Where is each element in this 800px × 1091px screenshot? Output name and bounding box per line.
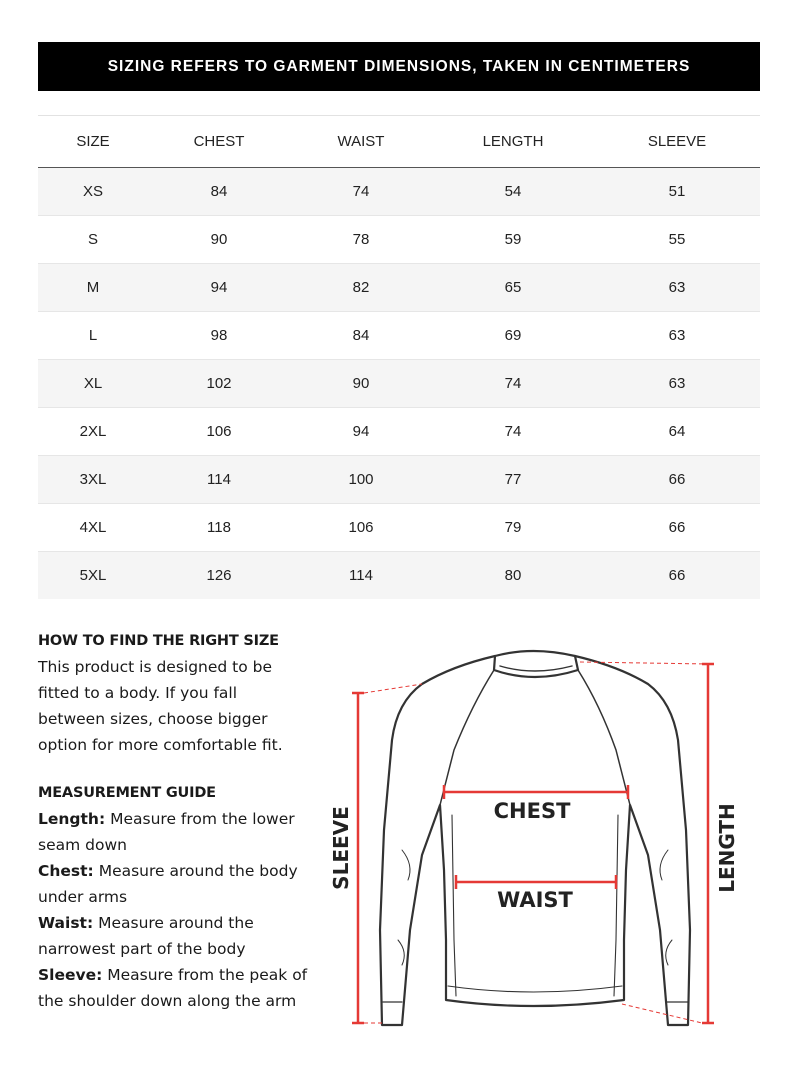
cell-sleeve: 51: [594, 168, 760, 216]
cell-waist: 78: [290, 216, 432, 264]
table-row: [38, 312, 760, 360]
cell-chest: 90: [148, 216, 290, 264]
cell-chest: 102: [148, 360, 290, 408]
cell-waist: 100: [290, 456, 432, 504]
cell-waist: 84: [290, 312, 432, 360]
shirt-illustration: [322, 640, 762, 1040]
cell-size: 2XL: [38, 408, 148, 456]
table-row: [38, 456, 760, 504]
guide-waist: [38, 910, 318, 936]
guide-chest-text: Measure around the body: [93, 862, 298, 880]
cell-size: M: [38, 264, 148, 312]
column-header-size: SIZE: [38, 116, 148, 168]
cell-size: 5XL: [38, 552, 148, 600]
guide-waist-cont: narrowest part of the body: [38, 940, 246, 958]
cell-length: 65: [432, 264, 594, 312]
waist-label: WAIST: [497, 888, 573, 912]
cell-chest: 126: [148, 552, 290, 600]
cell-sleeve: 63: [594, 264, 760, 312]
cell-length: 74: [432, 408, 594, 456]
howto-title: HOW TO FIND THE RIGHT SIZE: [38, 633, 279, 649]
cell-sleeve: 63: [594, 360, 760, 408]
cell-size: XS: [38, 168, 148, 216]
sleeve-label: SLEEVE: [329, 806, 353, 890]
cell-chest: 84: [148, 168, 290, 216]
shirt-outline: [380, 651, 690, 1025]
cell-sleeve: 64: [594, 408, 760, 456]
table-header-row: [38, 116, 760, 168]
guide-length: [38, 806, 318, 832]
cell-chest: 98: [148, 312, 290, 360]
cell-size: L: [38, 312, 148, 360]
guide-chest-cont: under arms: [38, 888, 128, 906]
cell-waist: 106: [290, 504, 432, 552]
column-header-sleeve: SLEEVE: [594, 116, 760, 168]
table-row: [38, 216, 760, 264]
cell-sleeve: 66: [594, 504, 760, 552]
cell-length: 74: [432, 360, 594, 408]
cell-chest: 94: [148, 264, 290, 312]
cell-length: 69: [432, 312, 594, 360]
sizing-guide-text: [38, 628, 318, 1014]
cell-waist: 74: [290, 168, 432, 216]
cell-waist: 114: [290, 552, 432, 600]
howto-line: This product is designed to be: [38, 658, 273, 676]
guide-sleeve-text: Measure from the peak of: [102, 966, 308, 984]
cell-size: 4XL: [38, 504, 148, 552]
guide-sleeve-term: Sleeve:: [38, 966, 103, 984]
table-row: [38, 504, 760, 552]
guide-chest-term: Chest:: [38, 862, 94, 880]
guide-waist-text: Measure around the: [93, 914, 254, 932]
howto-line: option for more comfortable fit.: [38, 736, 283, 754]
size-chart-table: [38, 115, 760, 599]
chest-label: CHEST: [493, 799, 571, 823]
cell-length: 54: [432, 168, 594, 216]
guide-chest: [38, 858, 318, 884]
header-banner: SIZING REFERS TO GARMENT DIMENSIONS, TAKEN IN CENTIMETERS: [38, 42, 760, 91]
howto-line: fitted to a body. If you fall: [38, 684, 238, 702]
cell-sleeve: 66: [594, 552, 760, 600]
cell-size: 3XL: [38, 456, 148, 504]
column-header-waist: WAIST: [290, 116, 432, 168]
cell-length: 59: [432, 216, 594, 264]
howto-line: between sizes, choose bigger: [38, 710, 268, 728]
cell-length: 79: [432, 504, 594, 552]
cell-chest: 114: [148, 456, 290, 504]
cell-size: XL: [38, 360, 148, 408]
table-row: [38, 264, 760, 312]
table-row: [38, 552, 760, 600]
guide-length-term: Length:: [38, 810, 106, 828]
cell-sleeve: 63: [594, 312, 760, 360]
guide-sleeve: [38, 962, 318, 988]
cell-size: S: [38, 216, 148, 264]
cell-length: 77: [432, 456, 594, 504]
cell-waist: 82: [290, 264, 432, 312]
garment-diagram: [322, 640, 762, 1040]
column-header-chest: CHEST: [148, 116, 290, 168]
guide-length-cont: seam down: [38, 836, 127, 854]
cell-sleeve: 55: [594, 216, 760, 264]
cell-chest: 118: [148, 504, 290, 552]
table-row: [38, 168, 760, 216]
length-label: LENGTH: [715, 803, 739, 893]
measurement-guides: [364, 662, 708, 1023]
cell-sleeve: 66: [594, 456, 760, 504]
table-row: [38, 360, 760, 408]
section-spacer: [38, 758, 318, 780]
guide-waist-term: Waist:: [38, 914, 94, 932]
table-row: [38, 408, 760, 456]
column-header-length: LENGTH: [432, 116, 594, 168]
cell-waist: 90: [290, 360, 432, 408]
measurement-guide-title: MEASUREMENT GUIDE: [38, 785, 216, 801]
cell-length: 80: [432, 552, 594, 600]
guide-sleeve-cont: the shoulder down along the arm: [38, 992, 297, 1010]
cell-waist: 94: [290, 408, 432, 456]
guide-length-text: Measure from the lower: [105, 810, 295, 828]
cell-chest: 106: [148, 408, 290, 456]
